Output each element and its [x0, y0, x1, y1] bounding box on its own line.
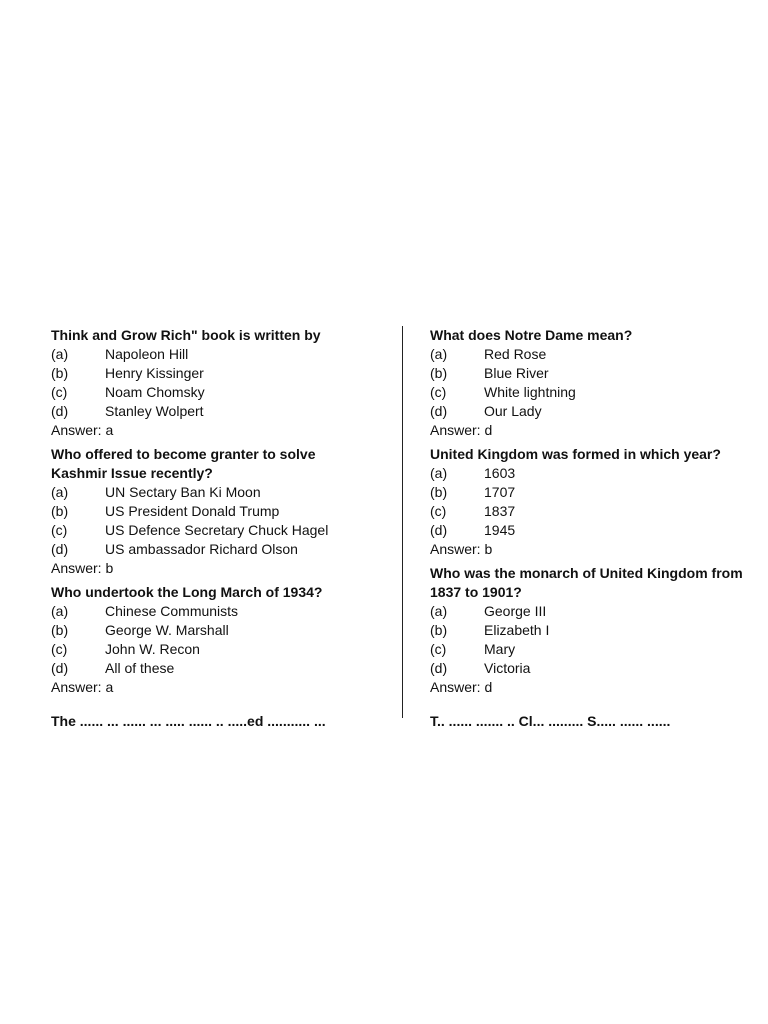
option-text: Victoria — [484, 660, 531, 676]
option-row — [51, 540, 371, 559]
option-row — [430, 502, 750, 521]
answer-line: Answer: d — [430, 422, 493, 438]
question-text: Who undertook the Long March of 1934? — [51, 584, 323, 600]
option-text: All of these — [105, 660, 175, 676]
option-row — [430, 364, 750, 383]
cutoff-text: The ...... ... ...... ... ..... ...... .. .....ed ........... ... — [51, 713, 326, 729]
question-text: United Kingdom was formed in which year? — [430, 446, 721, 462]
question-block — [430, 564, 750, 697]
option-letter: (c) — [430, 641, 447, 657]
option-letter: (b) — [51, 622, 69, 638]
option-letter: (c) — [51, 384, 68, 400]
option-text: Our Lady — [484, 403, 542, 419]
question-block — [430, 445, 750, 559]
question-block — [51, 326, 371, 440]
option-text: US Defence Secretary Chuck Hagel — [105, 522, 329, 538]
option-text: UN Sectary Ban Ki Moon — [105, 484, 261, 500]
option-row — [51, 640, 371, 659]
option-text: 1837 — [484, 503, 516, 519]
option-letter: (d) — [51, 403, 69, 419]
option-text: Red Rose — [484, 346, 547, 362]
answer-line: Answer: b — [430, 541, 493, 557]
option-row — [430, 640, 750, 659]
right-column — [430, 326, 750, 702]
option-row — [430, 383, 750, 402]
question-text: Who offered to become granter to solve Kashmir Issue recently? — [51, 446, 316, 481]
question-text: What does Notre Dame mean? — [430, 327, 633, 343]
answer-line: Answer: d — [430, 679, 493, 695]
option-letter: (a) — [430, 603, 448, 619]
option-text: Elizabeth I — [484, 622, 550, 638]
option-text: George W. Marshall — [105, 622, 229, 638]
cutoff-question-left — [51, 712, 371, 729]
cutoff-text: T.. ...... ....... .. Cl... ......... S..... ...... ...... — [430, 713, 671, 729]
option-row — [430, 602, 750, 621]
option-letter: (c) — [430, 384, 447, 400]
option-row — [430, 464, 750, 483]
option-letter: (d) — [430, 403, 448, 419]
option-letter: (c) — [430, 503, 447, 519]
option-text: 1945 — [484, 522, 516, 538]
option-text: Henry Kissinger — [105, 365, 204, 381]
option-text: 1603 — [484, 465, 516, 481]
option-letter: (d) — [430, 660, 448, 676]
option-letter: (a) — [430, 465, 448, 481]
option-text: Chinese Communists — [105, 603, 239, 619]
option-text: George III — [484, 603, 547, 619]
option-row — [51, 483, 371, 502]
option-letter: (b) — [51, 365, 69, 381]
question-block — [51, 445, 371, 578]
option-row — [430, 659, 750, 678]
option-row — [51, 621, 371, 640]
option-row — [430, 345, 750, 364]
column-divider — [402, 326, 403, 718]
question-block — [430, 326, 750, 440]
option-text: Napoleon Hill — [105, 346, 189, 362]
option-text: White lightning — [484, 384, 576, 400]
answer-line: Answer: b — [51, 560, 114, 576]
option-row — [51, 502, 371, 521]
option-letter: (a) — [51, 484, 69, 500]
answer-line: Answer: a — [51, 679, 114, 695]
option-row — [51, 602, 371, 621]
left-column — [51, 326, 371, 702]
option-row — [430, 483, 750, 502]
option-row — [51, 402, 371, 421]
option-letter: (b) — [51, 503, 69, 519]
option-row — [51, 364, 371, 383]
option-text: US President Donald Trump — [105, 503, 280, 519]
option-letter: (d) — [51, 660, 69, 676]
option-letter: (c) — [51, 522, 68, 538]
option-row — [51, 521, 371, 540]
cutoff-question-right — [430, 712, 735, 729]
option-text: Mary — [484, 641, 516, 657]
option-row — [430, 621, 750, 640]
option-letter: (b) — [430, 484, 448, 500]
option-row — [51, 659, 371, 678]
option-letter: (d) — [51, 541, 69, 557]
option-row — [51, 345, 371, 364]
option-text: Blue River — [484, 365, 549, 381]
question-text: Think and Grow Rich" book is written by — [51, 327, 321, 343]
option-text: Stanley Wolpert — [105, 403, 204, 419]
option-letter: (b) — [430, 622, 448, 638]
option-text: US ambassador Richard Olson — [105, 541, 298, 557]
option-letter: (c) — [51, 641, 68, 657]
option-letter: (d) — [430, 522, 448, 538]
option-text: Noam Chomsky — [105, 384, 205, 400]
option-letter: (a) — [51, 603, 69, 619]
question-block — [51, 583, 371, 697]
option-letter: (a) — [51, 346, 69, 362]
option-letter: (a) — [430, 346, 448, 362]
answer-line: Answer: a — [51, 422, 114, 438]
option-row — [430, 402, 750, 421]
option-row — [51, 383, 371, 402]
option-row — [430, 521, 750, 540]
option-text: 1707 — [484, 484, 516, 500]
option-letter: (b) — [430, 365, 448, 381]
question-text: Who was the monarch of United Kingdom from 1837 to 1901? — [430, 565, 743, 600]
option-text: John W. Recon — [105, 641, 200, 657]
